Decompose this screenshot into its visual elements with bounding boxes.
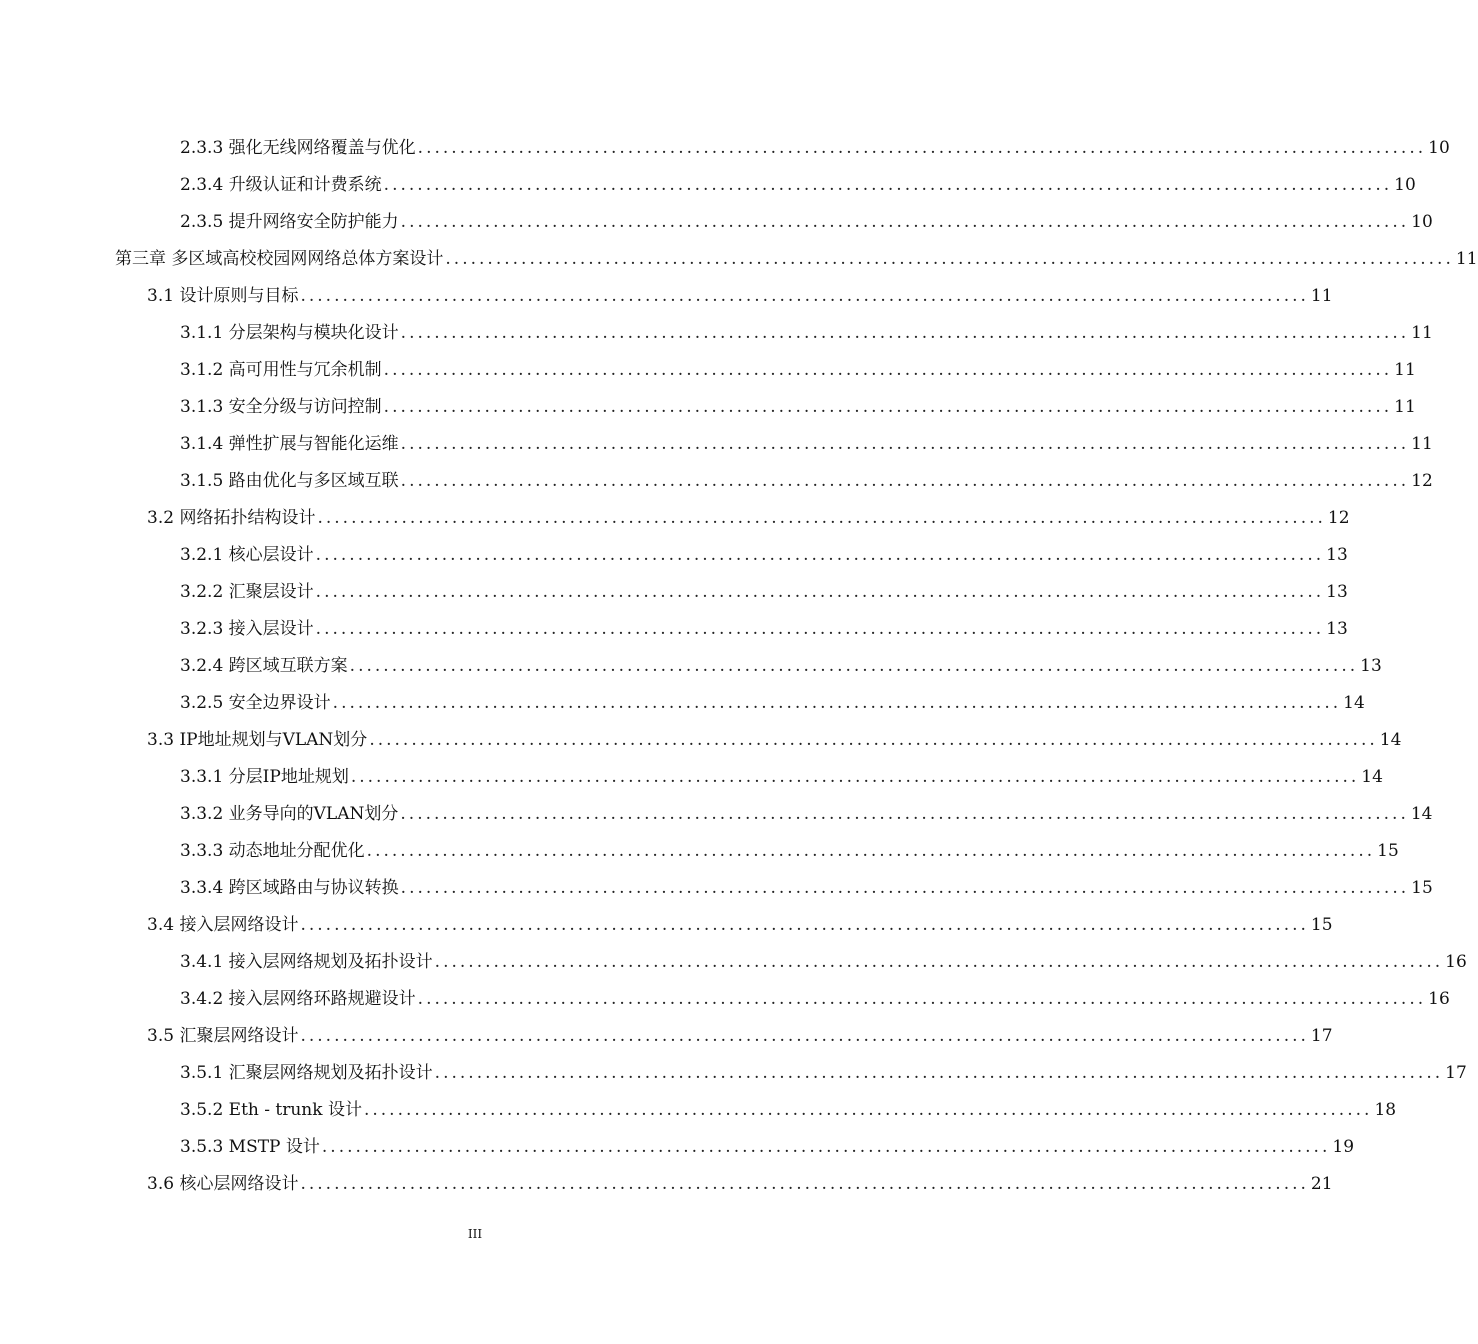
toc-entry[interactable] — [180, 1058, 1467, 1088]
toc-entry-title: 3.3.3 动态地址分配优化 — [180, 841, 365, 861]
toc-entry[interactable] — [180, 355, 1416, 385]
toc-entry-page-number: 16 — [1428, 989, 1450, 1009]
toc-entry-page-number: 17 — [1445, 1063, 1467, 1083]
toc-entry-page-number: 10 — [1411, 212, 1433, 232]
toc-entry-title: 3.4 接入层网络设计 — [147, 915, 299, 935]
toc-dot-leader: ........................................................................................................................ — [315, 619, 1325, 639]
toc-entry-page-number: 13 — [1360, 656, 1382, 676]
toc-entry-title: 3.5.3 MSTP 设计 — [180, 1137, 320, 1157]
toc-entry[interactable] — [115, 244, 1478, 274]
toc-entry[interactable] — [180, 614, 1348, 644]
toc-entry-title: 3.2.5 安全边界设计 — [180, 693, 331, 713]
toc-entry-page-number: 14 — [1379, 730, 1402, 750]
toc-entry[interactable] — [180, 577, 1348, 607]
toc-dot-leader: ........................................................................................................................ — [400, 434, 1410, 454]
toc-entry-page-number: 13 — [1326, 545, 1348, 565]
toc-entry-page-number: 11 — [1394, 360, 1416, 380]
toc-entry-page-number: 16 — [1445, 952, 1467, 972]
toc-entry-title: 3.1.3 安全分级与访问控制 — [180, 397, 382, 417]
toc-dot-leader: ........................................................................................................................ — [417, 989, 1427, 1009]
page-number-footer: III — [467, 1227, 483, 1241]
toc-dot-leader: ........................................................................................................................ — [417, 138, 1427, 158]
toc-dot-leader: ........................................................................................................................ — [300, 286, 1309, 306]
toc-dot-leader: ........................................................................................................................ — [363, 1100, 1373, 1120]
toc-entry-title: 3.1.2 高可用性与冗余机制 — [180, 360, 382, 380]
toc-dot-leader: ........................................................................................................................ — [349, 656, 1359, 676]
toc-entry-title: 2.3.5 提升网络安全防护能力 — [180, 212, 399, 232]
toc-dot-leader: ........................................................................................................................ — [332, 693, 1342, 713]
toc-entry-page-number: 11 — [1394, 397, 1416, 417]
toc-dot-leader: ........................................................................................................................ — [300, 1026, 1309, 1046]
toc-entry-title: 3.5.1 汇聚层网络规划及拓扑设计 — [180, 1063, 433, 1083]
toc-entry-page-number: 17 — [1310, 1026, 1333, 1046]
toc-dot-leader: ........................................................................................................................ — [400, 471, 1410, 491]
toc-entry[interactable] — [147, 725, 1402, 755]
toc-entry-page-number: 13 — [1326, 619, 1348, 639]
toc-entry[interactable] — [180, 318, 1433, 348]
toc-entry-title: 3.4.2 接入层网络环路规避设计 — [180, 989, 416, 1009]
toc-entry-page-number: 12 — [1327, 508, 1350, 528]
toc-entry-title: 3.6 核心层网络设计 — [147, 1174, 299, 1194]
toc-entry-title: 3.1.5 路由优化与多区域互联 — [180, 471, 399, 491]
toc-dot-leader: ........................................................................................................................ — [434, 1063, 1444, 1083]
toc-entry-page-number: 13 — [1326, 582, 1348, 602]
toc-dot-leader: ........................................................................................................................ — [383, 360, 1393, 380]
toc-dot-leader: ........................................................................................................................ — [400, 323, 1410, 343]
toc-entry-title: 3.2.4 跨区域互联方案 — [180, 656, 348, 676]
toc-entry-title: 3.5.2 Eth - trunk 设计 — [180, 1100, 362, 1120]
toc-entry[interactable] — [180, 1132, 1355, 1162]
toc-entry-title: 第三章 多区域高校校园网网络总体方案设计 — [115, 249, 444, 269]
toc-entry-page-number: 15 — [1310, 915, 1333, 935]
toc-entry[interactable] — [180, 836, 1399, 866]
toc-entry[interactable] — [180, 429, 1433, 459]
toc-entry-page-number: 14 — [1361, 767, 1383, 787]
toc-entry-title: 3.2.1 核心层设计 — [180, 545, 314, 565]
toc-entry[interactable] — [180, 984, 1450, 1014]
toc-entry[interactable] — [147, 1021, 1333, 1051]
toc-entry[interactable] — [147, 281, 1333, 311]
toc-dot-leader: ........................................................................................................................ — [400, 212, 1410, 232]
toc-entry-title: 3.3.4 跨区域路由与协议转换 — [180, 878, 399, 898]
toc-entry[interactable] — [180, 873, 1433, 903]
toc-entry[interactable] — [180, 133, 1450, 163]
toc-dot-leader: ........................................................................................................................ — [366, 841, 1376, 861]
toc-entry[interactable] — [147, 1169, 1333, 1199]
toc-dot-leader: ........................................................................................................................ — [317, 508, 1326, 528]
toc-entry-page-number: 11 — [1310, 286, 1333, 306]
toc-entry-page-number: 15 — [1411, 878, 1433, 898]
toc-dot-leader: ........................................................................................................................ — [321, 1137, 1331, 1157]
toc-entry[interactable] — [180, 799, 1433, 829]
toc-entry[interactable] — [180, 688, 1365, 718]
toc-entry[interactable] — [147, 503, 1350, 533]
toc-dot-leader: ........................................................................................................................ — [383, 397, 1393, 417]
toc-dot-leader: ........................................................................................................................ — [400, 878, 1410, 898]
toc-entry-title: 2.3.3 强化无线网络覆盖与优化 — [180, 138, 416, 158]
toc-entry-page-number: 11 — [1455, 249, 1478, 269]
toc-entry-page-number: 10 — [1428, 138, 1450, 158]
toc-entry-page-number: 19 — [1332, 1137, 1355, 1157]
toc-entry-title: 3.2.2 汇聚层设计 — [180, 582, 314, 602]
toc-dot-leader: ........................................................................................................................ — [315, 582, 1325, 602]
toc-entry-title: 3.1.4 弹性扩展与智能化运维 — [180, 434, 399, 454]
toc-entry-page-number: 18 — [1374, 1100, 1397, 1120]
toc-entry[interactable] — [180, 207, 1433, 237]
toc-dot-leader: ........................................................................................................................ — [383, 175, 1393, 195]
toc-entry[interactable] — [180, 170, 1416, 200]
toc-dot-leader: ........................................................................................................................ — [434, 952, 1444, 972]
toc-entry-title: 3.3 IP地址规划与VLAN划分 — [147, 730, 368, 750]
toc-entry-page-number: 11 — [1411, 434, 1433, 454]
toc-entry-page-number: 15 — [1377, 841, 1399, 861]
toc-entry-title: 3.3.2 业务导向的VLAN划分 — [180, 804, 399, 824]
toc-dot-leader: ........................................................................................................................ — [445, 249, 1454, 269]
toc-entry-title: 3.5 汇聚层网络设计 — [147, 1026, 299, 1046]
toc-entry-page-number: 12 — [1411, 471, 1433, 491]
toc-entry[interactable] — [180, 651, 1382, 681]
toc-entry-title: 3.1 设计原则与目标 — [147, 286, 299, 306]
toc-dot-leader: ........................................................................................................................ — [350, 767, 1360, 787]
toc-dot-leader: ........................................................................................................................ — [400, 804, 1409, 824]
toc-entry-page-number: 14 — [1410, 804, 1433, 824]
toc-entry[interactable] — [180, 762, 1383, 792]
toc-entry-title: 3.2.3 接入层设计 — [180, 619, 314, 639]
toc-entry[interactable] — [180, 466, 1433, 496]
toc-dot-leader: ........................................................................................................................ — [300, 915, 1309, 935]
toc-dot-leader: ........................................................................................................................ — [315, 545, 1325, 565]
toc-entry-page-number: 10 — [1394, 175, 1416, 195]
toc-entry[interactable] — [180, 540, 1348, 570]
toc-entry-title: 3.3.1 分层IP地址规划 — [180, 767, 349, 787]
toc-entry-page-number: 11 — [1411, 323, 1433, 343]
toc-entry-title: 2.3.4 升级认证和计费系统 — [180, 175, 382, 195]
toc-entry-title: 3.1.1 分层架构与模块化设计 — [180, 323, 399, 343]
toc-dot-leader: ........................................................................................................................ — [369, 730, 1378, 750]
toc-entry-title: 3.4.1 接入层网络规划及拓扑设计 — [180, 952, 433, 972]
toc-entry-page-number: 14 — [1343, 693, 1365, 713]
toc-entry[interactable] — [180, 1095, 1397, 1125]
toc-entry[interactable] — [180, 392, 1416, 422]
toc-entry-title: 3.2 网络拓扑结构设计 — [147, 508, 316, 528]
toc-entry[interactable] — [180, 947, 1467, 977]
toc-entry[interactable] — [147, 910, 1333, 940]
toc-dot-leader: ........................................................................................................................ — [300, 1174, 1309, 1194]
toc-entry-page-number: 21 — [1310, 1174, 1333, 1194]
